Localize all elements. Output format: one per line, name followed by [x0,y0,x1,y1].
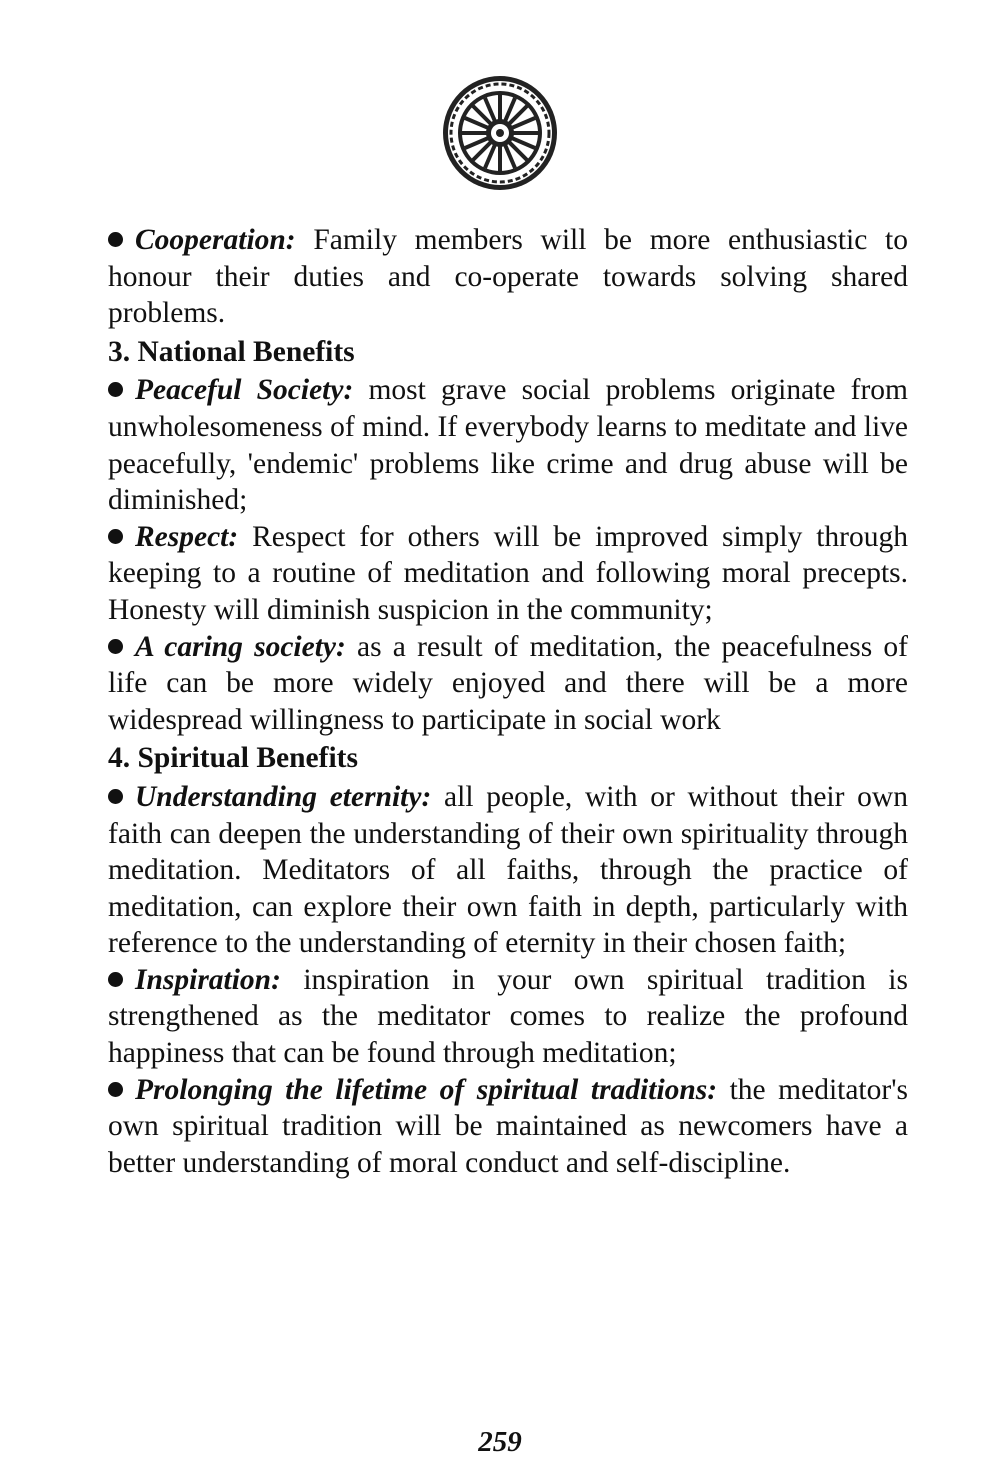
bullet-text: inspiration in your own spiritual tradition is strengthened as the meditator comes to realize the profound happiness that can be found through meditation; [108,963,908,1070]
bullet-text: as a result of meditation, the peacefulness of life can be more widely enjoyed and there will be a more widespread willingness to participate in social work [108,630,909,736]
bullet-term: Understanding eternity: [135,780,432,813]
page-body [108,222,908,1181]
bullet-term: Inspiration: [135,963,281,996]
bullet-caring-society [108,629,908,739]
bullet-dot-icon [108,789,123,804]
section-heading-spiritual-benefits: 4. Spiritual Benefits [108,742,358,775]
page-number: 259 [478,1426,522,1458]
bullet-dot-icon [108,382,123,397]
bullet-respect [108,519,908,629]
bullet-term: Respect: [135,520,239,553]
bullet-text: most grave social problems originate from unwholesomeness of mind. If everybody learns to meditate and live peacefully, 'endemic' problems like crime and drug abuse will be diminished; [108,374,908,517]
bullet-text: Family members will be more enthusiastic to honour their duties and co-operate towards solving shared problems. [108,224,908,330]
bullet-text: Respect for others will be improved simply through keeping to a routine of meditation and following moral precepts. Honesty will diminish suspicion in the community; [108,520,908,626]
bullet-term: Peaceful Society: [135,374,354,407]
bullet-peaceful-society [108,372,908,518]
bullet-prolonging-traditions [108,1072,908,1182]
bullet-term: A caring society: [135,630,346,663]
bullet-text: the meditator's own spiritual tradition will be maintained as newcomers have a better understanding of moral conduct and self-discipline. [108,1073,908,1179]
bullet-dot-icon [108,529,123,544]
bullet-dot-icon [108,972,123,987]
dharma-wheel-icon [440,73,560,193]
bullet-dot-icon [108,1082,123,1097]
bullet-term: Cooperation: [135,224,296,256]
bullet-term: Prolonging the lifetime of spiritual traditions: [135,1073,718,1106]
bullet-inspiration [108,962,908,1072]
bullet-text: all people, with or without their own faith can deepen the understanding of their own spirituality through meditation. Meditators of all faiths, through the practice of meditation, can explore their own faith in depth, particularly with reference to the understanding of eternity in their chosen faith; [108,780,908,960]
section-heading-national-benefits: 3. National Benefits [108,335,355,368]
bullet-cooperation [108,222,908,332]
bullet-understanding-eternity [108,779,908,962]
bullet-dot-icon [108,232,123,247]
bullet-dot-icon [108,639,123,654]
